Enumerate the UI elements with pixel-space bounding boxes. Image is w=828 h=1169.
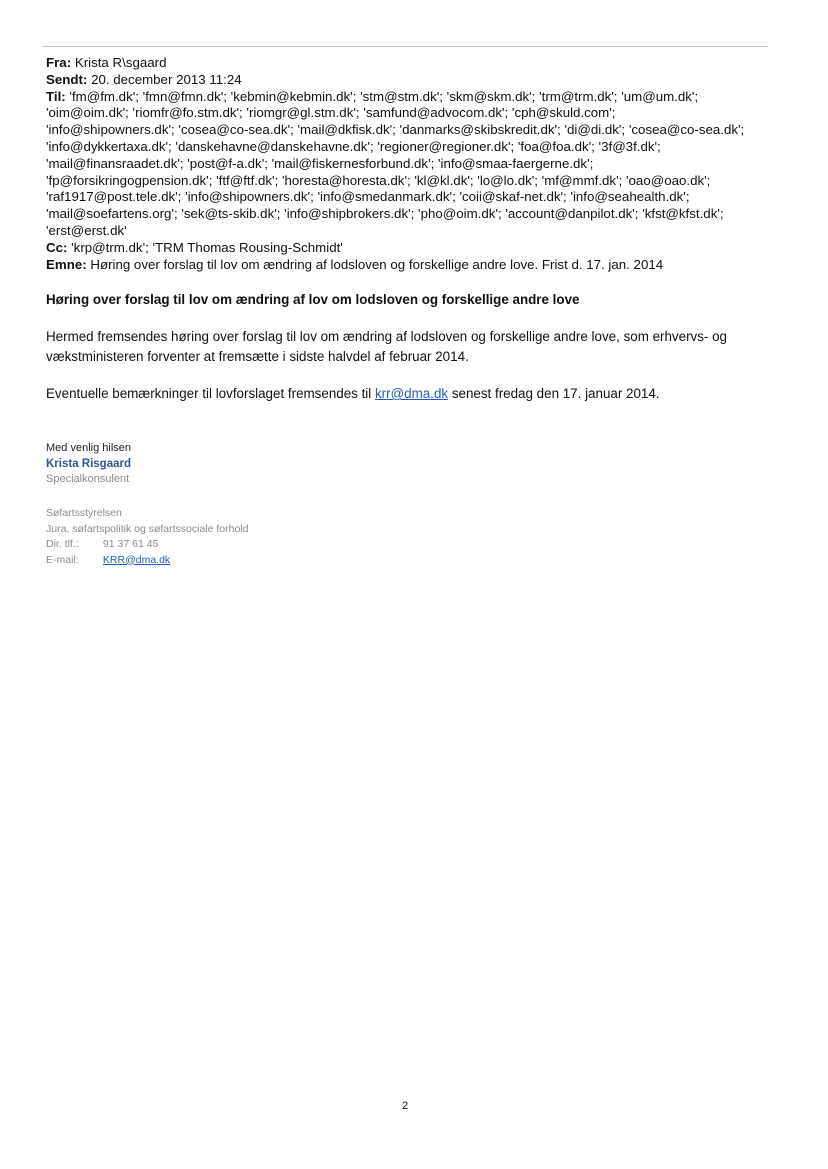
subject-row — [46, 257, 781, 274]
to-label: Til: — [46, 88, 66, 104]
from-value: Krista R\sgaard — [74, 55, 167, 70]
email-row — [46, 553, 249, 569]
page-number: 2 — [401, 1100, 409, 1112]
phone-label: Dir. tlf.: — [46, 538, 79, 550]
sent-label: Sendt: — [46, 71, 88, 87]
sent-value: 20. december 2013 11:24 — [91, 71, 242, 87]
email-label: E-mail: — [46, 553, 79, 566]
sent-row — [46, 72, 781, 89]
body-heading: Høring over forslag til lov om ændring af lov om lodsloven og forskellige andre love — [46, 292, 580, 307]
phone-value: 91 37 61 45 — [102, 538, 159, 550]
comments-text: Eventuelle bemærkninger til lovforslaget fremsendes til — [46, 386, 375, 401]
organization-department: Jura, søfartspolitik og søfartssociale forhold — [46, 522, 249, 535]
organization-name: Søfartsstyrelsen — [46, 507, 122, 519]
to-recipients-line: 'fm@fm.dk'; 'fmn@fmn.dk'; 'kebmin@kebmin.dk'; 'stm@stm.dk'; 'skm@skm.dk'; 'trm@trm.dk'; 'um@um.dk'; — [69, 88, 699, 104]
to-recipients-line: 'oim@oim.dk'; 'riomfr@fo.stm.dk'; 'riomgr@gl.stm.dk'; 'samfund@advocom.dk'; 'cph@skuld.com'; — [46, 105, 616, 121]
email-header — [46, 55, 781, 273]
organization-block — [46, 506, 249, 568]
body-paragraph-comments — [46, 384, 781, 404]
signature-block — [46, 441, 131, 488]
cc-value: 'krp@trm.dk'; 'TRM Thomas Rousing-Schmidt' — [71, 239, 343, 255]
signature-email-link[interactable]: KRR@dma.dk — [102, 553, 171, 566]
to-recipients-line: 'mail@soefartens.org'; 'sek@ts-skib.dk'; 'info@shipbrokers.dk'; 'pho@oim.dk'; 'account@danpilot.dk'; 'kfst@kfst.dk'; — [46, 206, 724, 222]
to-recipients-line: 'mail@finansraadet.dk'; 'post@f-a.dk'; 'mail@fiskernesforbund.dk'; 'info@smaa-faergerne.dk'; — [46, 155, 594, 171]
to-recipients-line: 'info@shipowners.dk'; 'cosea@co-sea.dk'; 'mail@dkfisk.dk'; 'danmarks@skibskredit.dk'; 'di@di.dk'; 'cosea@co-sea.dk'; — [46, 122, 745, 138]
subject-value: Høring over forslag til lov om ændring af lodsloven og forskellige andre love. Frist d. 17. jan. 2014 — [90, 256, 664, 272]
email-link[interactable]: krr@dma.dk — [374, 386, 449, 401]
cc-row — [46, 240, 781, 257]
cc-label: Cc: — [46, 239, 68, 255]
from-label: Fra: — [46, 55, 72, 70]
deadline-text: senest fredag den 17. januar 2014. — [448, 386, 660, 401]
signature-title: Specialkonsulent — [46, 473, 130, 485]
phone-row — [46, 537, 249, 553]
signature-greeting: Med venlig hilsen — [46, 442, 131, 454]
to-row — [46, 89, 781, 106]
to-recipients-line: 'fp@forsikringogpension.dk'; 'ftf@ftf.dk'; 'horesta@horesta.dk'; 'kl@kl.dk'; 'lo@lo.dk'; 'mf@mmf.dk'; 'oao@oao.dk'; — [46, 172, 711, 188]
to-recipients-line: 'raf1917@post.tele.dk'; 'info@shipowners.dk'; 'info@smedanmark.dk'; 'coii@skaf-net.dk'; 'info@seahealth.dk'; — [46, 189, 690, 205]
from-row — [46, 55, 781, 72]
to-recipients-line: 'info@dykkertaxa.dk'; 'danskehavne@danskehavne.dk'; 'regioner@regioner.dk'; 'foa@foa.dk'; '3f@3f.dk'; — [46, 138, 661, 154]
to-recipients-line: 'erst@erst.dk' — [46, 222, 127, 238]
subject-label: Emne: — [46, 256, 87, 272]
signature-name: Krista Risgaard — [46, 457, 132, 470]
body-paragraph: Hermed fremsendes høring over forslag til lov om ændring af lodsloven og forskellige andre love, som erhvervs- og vækstministeren forventer at fremsætte i sidste halvdel af februar 2014. — [46, 329, 728, 364]
header-divider — [42, 46, 768, 47]
